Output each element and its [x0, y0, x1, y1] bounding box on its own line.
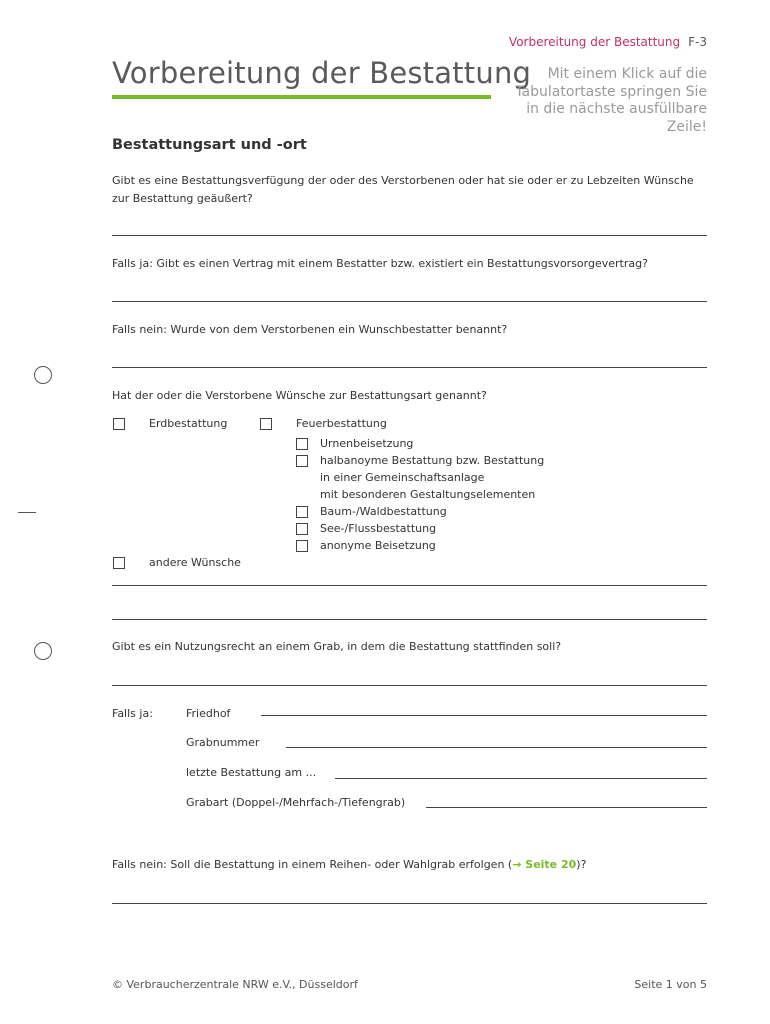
label-feuerbestattung: Feuerbestattung	[296, 417, 387, 430]
checkbox-andere-wuensche[interactable]	[113, 557, 125, 569]
section-title: Bestattungsart und -ort	[112, 137, 307, 153]
label-anonyme-beisetzung: anonyme Beisetzung	[320, 539, 436, 552]
answer-field-andere-2[interactable]	[112, 619, 707, 620]
label-erdbestattung: Erdbestattung	[149, 417, 228, 430]
label-baumbestattung: Baum-/Waldbestattung	[320, 505, 447, 518]
running-title: Vorbereitung der Bestattung	[508, 35, 681, 49]
checkbox-halbanonym[interactable]	[296, 455, 308, 467]
question-bestattungsart: Hat der oder die Verstorbene Wünsche zur Bestattungsart genannt?	[112, 389, 487, 402]
punch-hole-bottom	[34, 642, 52, 660]
link-seite-20[interactable]: → Seite 20	[512, 858, 577, 871]
question-reihen-wahlgrab-text: Falls nein: Soll die Bestattung in einem Reihen- oder Wahlgrab erfolgen (	[112, 858, 513, 871]
footer-copyright: © Verbraucherzentrale NRW e.V., Düsseldorf	[112, 978, 358, 991]
tab-hint: Mit einem Klick auf die Tabulatortaste springen Sie in die nächste ausfüllbare Zeile!	[515, 66, 707, 135]
footer-page-number: Seite 1 von 5	[634, 978, 707, 991]
label-halbanonym-3: mit besonderen Gestaltungselementen	[320, 488, 536, 501]
label-letzte-bestattung: letzte Bestattung am ...	[186, 766, 317, 779]
punch-hole-top	[34, 366, 52, 384]
question-bestattungsverfuegung: Gibt es eine Bestattungsverfügung der oder des Verstorbenen oder hat sie oder er zu Lebzeiten Wünsche zur Bestattung geäußert?	[112, 174, 694, 205]
input-letzte-bestattung[interactable]	[335, 778, 707, 779]
page-title: Vorbereitung der Bestattung	[112, 56, 532, 90]
input-grabart[interactable]	[426, 807, 707, 808]
fold-mark	[18, 512, 36, 513]
checkbox-seebestattung[interactable]	[296, 523, 308, 535]
question-reihen-wahlgrab-end: )?	[576, 858, 587, 871]
label-urnenbeisetzung: Urnenbeisetzung	[320, 437, 414, 450]
answer-field-andere-1[interactable]	[112, 585, 707, 586]
answer-field-q6[interactable]	[112, 903, 707, 904]
question-vertrag: Falls ja: Gibt es einen Vertrag mit einem Bestatter bzw. existiert ein Bestattungsvorsorgevertrag?	[112, 257, 648, 270]
label-falls-ja: Falls ja:	[112, 707, 153, 720]
page-code: F-3	[688, 35, 707, 49]
label-grabart: Grabart (Doppel-/Mehrfach-/Tiefengrab)	[186, 796, 406, 809]
label-grabnummer: Grabnummer	[186, 736, 260, 749]
label-halbanonym-2: in einer Gemeinschaftsanlage	[320, 471, 485, 484]
input-friedhof[interactable]	[261, 715, 707, 716]
question-nutzungsrecht: Gibt es ein Nutzungsrecht an einem Grab, in dem die Bestattung stattfinden soll?	[112, 640, 562, 653]
answer-field-q2[interactable]	[112, 301, 707, 302]
answer-field-q3[interactable]	[112, 367, 707, 368]
question-wunschbestatter: Falls nein: Wurde von dem Verstorbenen ein Wunschbestatter benannt?	[112, 323, 508, 336]
checkbox-urnenbeisetzung[interactable]	[296, 438, 308, 450]
question-reihen-wahlgrab	[112, 856, 707, 874]
checkbox-erdbestattung[interactable]	[113, 418, 125, 430]
input-grabnummer[interactable]	[286, 747, 707, 748]
label-andere-wuensche: andere Wünsche	[149, 556, 241, 569]
label-seebestattung: See-/Flussbestattung	[320, 522, 437, 535]
checkbox-baumbestattung[interactable]	[296, 506, 308, 518]
answer-field-q1[interactable]	[112, 235, 707, 236]
title-underline	[112, 95, 491, 99]
checkbox-anonyme-beisetzung[interactable]	[296, 540, 308, 552]
running-header	[509, 35, 707, 49]
answer-field-q5[interactable]	[112, 685, 707, 686]
label-halbanonym-1: halbanoyme Bestattung bzw. Bestattung	[320, 454, 545, 467]
checkbox-feuerbestattung[interactable]	[260, 418, 272, 430]
label-friedhof: Friedhof	[186, 707, 231, 720]
